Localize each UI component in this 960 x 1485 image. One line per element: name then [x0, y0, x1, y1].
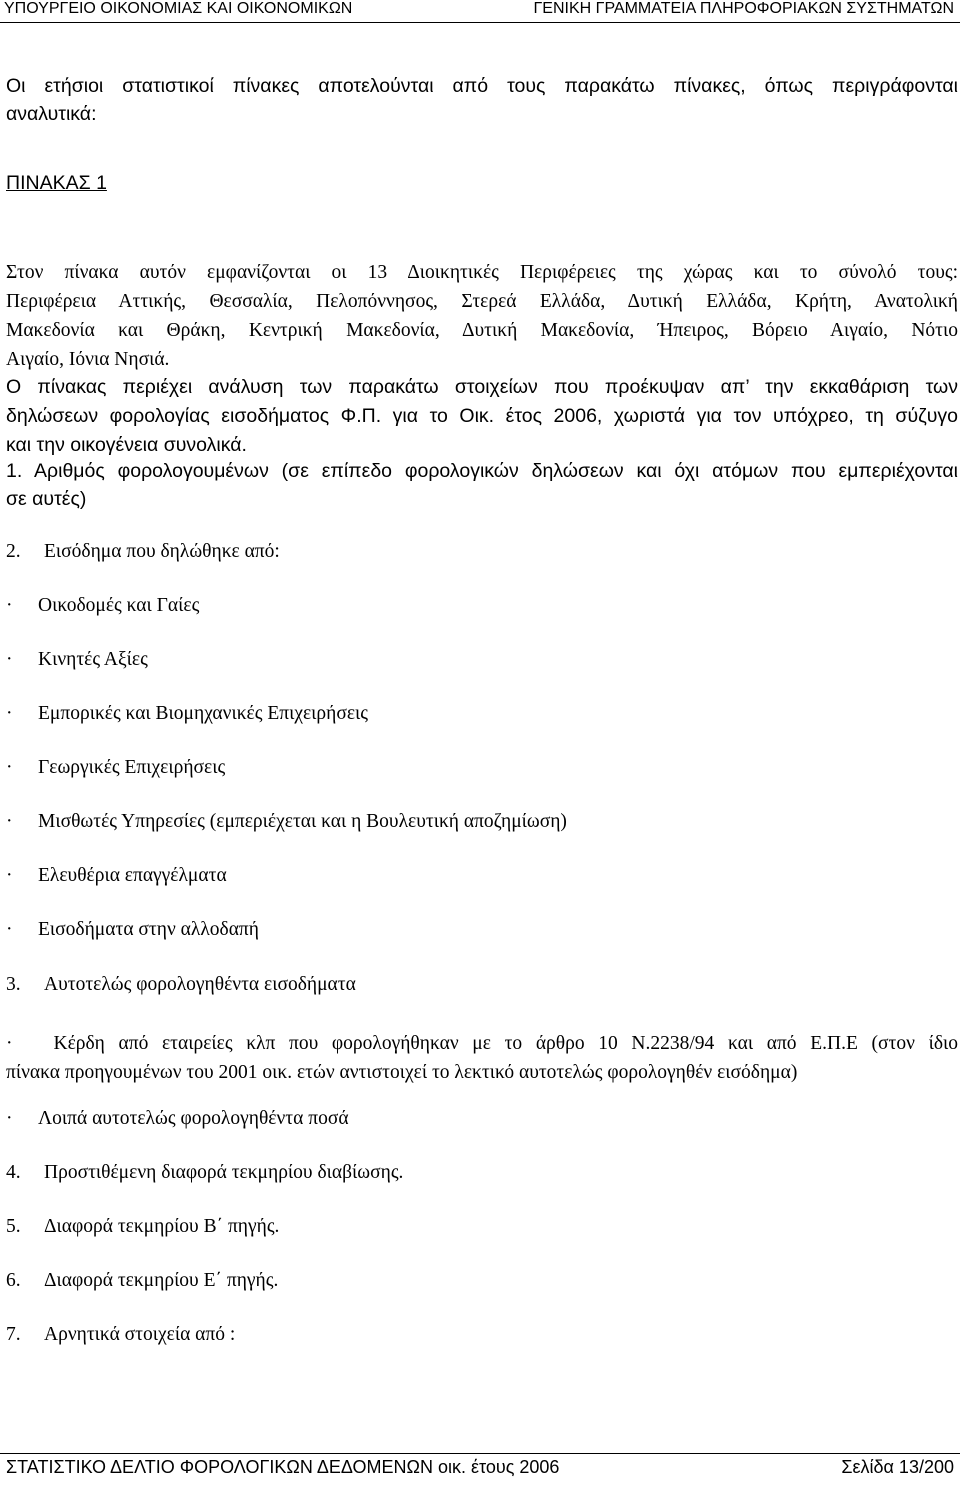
subitem-text: Γεωργικές Επιχειρήσεις [38, 757, 226, 778]
item-4-number: 4. [6, 1162, 21, 1183]
subitem-text: Εισοδήματα στην αλλοδαπή [38, 919, 259, 940]
item-4 [6, 1159, 403, 1187]
bullet: · [6, 1108, 13, 1129]
item-7 [6, 1321, 235, 1349]
item-2-number: 2. [6, 541, 21, 562]
contents-line-2: δηλώσεων φορολογίας εισοδήματος Φ.Π. για το Οικ. έτος 2006, χωριστά για τον υπόχρεο, τη σύζυγο [6, 405, 958, 427]
item-1-number: 1. [6, 460, 23, 482]
item-2-subitem-1 [6, 592, 199, 620]
table-heading: ΠΙΝΑΚΑΣ 1 [6, 172, 107, 194]
item-1-line-2: σε αυτές) [6, 488, 87, 510]
bullet: · [6, 1033, 13, 1054]
bullet: · [6, 811, 13, 832]
item-5 [6, 1213, 279, 1241]
item-2 [6, 538, 280, 566]
item-6-label: Διαφορά τεκμηρίου Ε΄ πηγής. [44, 1270, 279, 1291]
item-2-subitem-6 [6, 862, 227, 890]
item-6 [6, 1267, 278, 1295]
item-1-text: Αριθμός φορολογουμένων (σε επίπεδο φορολογικών δηλώσεων και όχι ατόμων που εμπεριέχονται [34, 460, 959, 482]
bullet: · [6, 703, 13, 724]
footer-bulletin-title: ΣΤΑΤΙΣΤΙΚΟ ΔΕΛΤΙΟ ΦΟΡΟΛΟΓΙΚΩΝ ΔΕΔΟΜΕΝΩΝ οικ. έτους 2006 [6, 1457, 560, 1477]
footer-page-number: Σελίδα 13/200 [841, 1457, 954, 1477]
bullet: · [6, 595, 13, 616]
item-2-subitem-7 [6, 916, 259, 944]
item-2-subitem-2 [6, 646, 148, 674]
subitem-text: Εμπορικές και Βιομηχανικές Επιχειρήσεις [38, 703, 369, 724]
item-1-line-1 [6, 457, 958, 485]
item-7-label: Αρνητικά στοιχεία από : [44, 1324, 236, 1345]
contents-line-1: Ο πίνακας περιέχει ανάλυση των παρακάτω στοιχείων που προέκυψαν απ’ την εκκαθάριση των [6, 376, 958, 398]
item-3-subitem-2 [6, 1105, 349, 1133]
intro-line-2: αναλυτικά: [6, 103, 97, 125]
item-5-number: 5. [6, 1216, 21, 1237]
bullet: · [6, 649, 13, 670]
subitem-text: Μισθωτές Υπηρεσίες (εμπεριέχεται και η Βουλευτική αποζημίωση) [38, 811, 567, 832]
item-5-label: Διαφορά τεκμηρίου Β΄ πηγής. [44, 1216, 280, 1237]
subitem-text: Ελευθέρια επαγγέλματα [38, 865, 227, 886]
intro-line-1: Οι ετήσιοι στατιστικοί πίνακες αποτελούνται από τους παρακάτω πίνακες, όπως περιγράφονται [6, 75, 958, 97]
subitem-text: Κέρδη από εταιρείες κλπ που φορολογήθηκαν με το άρθρο 10 Ν.2238/94 και από Ε.Π.Ε (στον ίδιο [53, 1033, 959, 1054]
subitem-text: Λοιπά αυτοτελώς φορολογηθέντα ποσά [38, 1108, 349, 1129]
subitem-text: Κινητές Αξίες [38, 649, 148, 670]
item-2-subitem-3 [6, 700, 368, 728]
header-ministry: ΥΠΟΥΡΓΕΙΟ ΟΙΚΟΝΟΜΙΑΣ ΚΑΙ ΟΙΚΟΝΟΜΙΚΩΝ [4, 0, 353, 17]
page-header [0, 0, 960, 23]
item-3-number: 3. [6, 974, 21, 995]
page-footer [0, 1453, 960, 1480]
bullet: · [6, 757, 13, 778]
item-3-subitem-1-line-1 [6, 1030, 958, 1058]
description-line-4: Αιγαίο, Ιόνια Νησιά. [6, 349, 170, 370]
item-3-subitem-1-line-2: πίνακα προηγουμένων του 2001 οικ. ετών αντιστοιχεί το λεκτικό αυτοτελώς φορολογηθέν εισόδημα) [6, 1062, 798, 1083]
item-4-label: Προστιθέμενη διαφορά τεκμηρίου διαβίωσης. [44, 1162, 404, 1183]
item-3 [6, 971, 356, 999]
subitem-text: Οικοδομές και Γαίες [38, 595, 200, 616]
item-7-number: 7. [6, 1324, 21, 1345]
item-2-subitem-5 [6, 808, 567, 836]
bullet: · [6, 865, 13, 886]
item-3-label: Αυτοτελώς φορολογηθέντα εισοδήματα [44, 974, 356, 995]
item-6-number: 6. [6, 1270, 21, 1291]
description-line-2: Περιφέρεια Αττικής, Θεσσαλία, Πελοπόννησος, Στερεά Ελλάδα, Δυτική Ελλάδα, Κρήτη, Ανατολική [6, 291, 958, 312]
item-2-label: Εισόδημα που δηλώθηκε από: [44, 541, 280, 562]
description-line-3: Μακεδονία και Θράκη, Κεντρική Μακεδονία, Δυτική Μακεδονία, Ήπειρος, Βόρειο Αιγαίο, Νότιο [6, 320, 958, 341]
description-line-1: Στον πίνακα αυτόν εμφανίζονται οι 13 Διοικητικές Περιφέρειες της χώρας και το σύνολό τους: [6, 262, 958, 283]
item-2-subitem-4 [6, 754, 225, 782]
contents-line-3: και την οικογένεια συνολικά. [6, 434, 247, 456]
bullet: · [6, 919, 13, 940]
header-secretariat: ΓΕΝΙΚΗ ΓΡΑΜΜΑΤΕΙΑ ΠΛΗΡΟΦΟΡΙΑΚΩΝ ΣΥΣΤΗΜΑΤΩΝ [533, 0, 954, 17]
